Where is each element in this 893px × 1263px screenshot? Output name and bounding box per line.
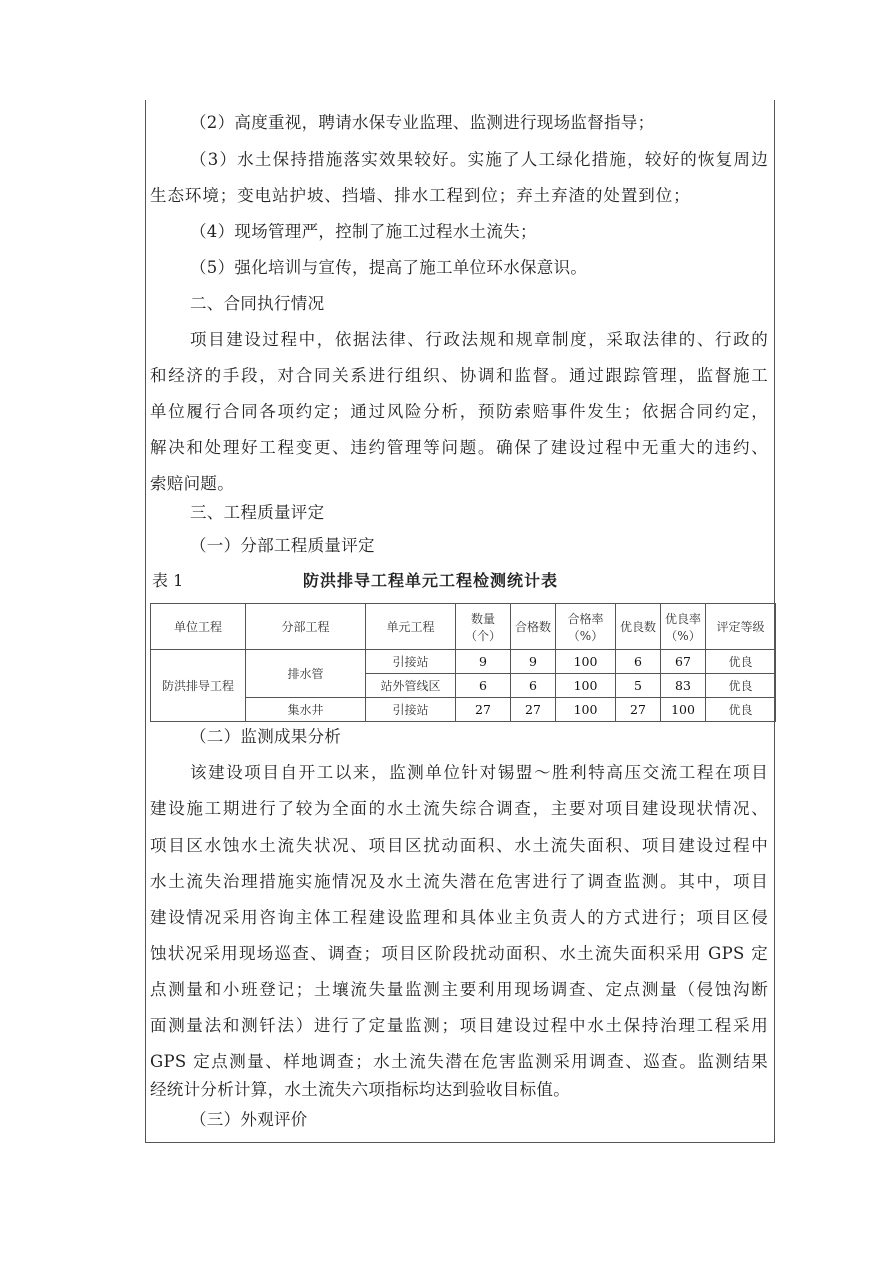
cell-qualified-rate: 100 (556, 698, 616, 722)
cell-excellent-rate: 83 (661, 674, 706, 698)
cell-element: 站外管线区 (366, 674, 456, 698)
cell-count: 9 (456, 650, 511, 674)
text-line: 水土流失治理措施实施情况及水土流失潜在危害进行了调查监测。其中，项目 (150, 872, 768, 891)
header-count: 数量 （个） (456, 604, 511, 650)
text-line: 经统计分析计算，水土流失六项指标均达到验收目标值。 (150, 1080, 570, 1099)
header-part-project: 分部工程 (246, 604, 366, 650)
cell-unit-project: 防洪排导工程 (151, 650, 246, 722)
cell-excellent: 5 (616, 674, 661, 698)
text-line: 该建设项目自开工以来，监测单位针对锡盟～胜利特高压交流工程在项目 (190, 763, 768, 782)
cell-grade: 优良 (706, 650, 776, 674)
cell-element: 引接站 (366, 650, 456, 674)
table-header-row (151, 604, 776, 650)
header-element-project: 单元工程 (366, 604, 456, 650)
cell-qualified: 6 (511, 674, 556, 698)
cell-qualified: 9 (511, 650, 556, 674)
text-line: 项目区水蚀水土流失状况、项目区扰动面积、水土流失面积、项目建设过程中 (150, 836, 768, 855)
text-line: 蚀状况采用现场巡查、调查；项目区阶段扰动面积、水土流失面积采用 GPS 定 (150, 944, 768, 963)
header-qualified: 合格数 (511, 604, 556, 650)
cell-count: 27 (456, 698, 511, 722)
table-row (151, 650, 776, 674)
text-line: 索赔问题。 (150, 474, 234, 493)
table-title: 防洪排导工程单元工程检测统计表 (303, 571, 559, 590)
header-grade: 评定等级 (706, 604, 776, 650)
table-number: 表 1 (152, 571, 184, 590)
text-line: （3）水土保持措施落实效果较好。实施了人工绿化措施，较好的恢复周边 (190, 150, 768, 169)
cell-excellent-rate: 67 (661, 650, 706, 674)
subsection-heading: （二）监测成果分析 (190, 727, 342, 746)
cell-grade: 优良 (706, 698, 776, 722)
cell-qualified-rate: 100 (556, 674, 616, 698)
text-line: （2）高度重视，聘请水保专业监理、监测进行现场监督指导； (190, 113, 655, 132)
header-excellent: 优良数 (616, 604, 661, 650)
text-line: 解决和处理好工程变更、违约管理等问题。确保了建设过程中无重大的违约、 (150, 438, 768, 457)
text-line: 生态环境；变电站护坡、挡墙、排水工程到位；弃土弃渣的处置到位； (150, 186, 690, 205)
inspection-stats-table (150, 603, 776, 722)
text-line: 单位履行合同各项约定；通过风险分析，预防索赔事件发生；依据合同约定， (150, 402, 768, 421)
text-line: 和经济的手段，对合同关系进行组织、协调和监督。通过跟踪管理，监督施工 (150, 366, 768, 385)
text-line: 建设施工期进行了较为全面的水土流失综合调查，主要对项目建设现状情况、 (150, 799, 768, 818)
cell-excellent-rate: 100 (661, 698, 706, 722)
text-line: GPS 定点测量、样地调查；水土流失潜在危害监测采用调查、巡查。监测结果 (150, 1052, 768, 1071)
section-heading: 三、工程质量评定 (190, 503, 325, 522)
header-unit-project: 单位工程 (151, 604, 246, 650)
text-line: 点测量和小班登记；土壤流失量监测主要利用现场调查、定点测量（侵蚀沟断 (150, 980, 768, 999)
text-line: 面测量法和测钎法）进行了定量监测；项目建设过程中水土保持治理工程采用 (150, 1016, 768, 1035)
header-excellent-rate: 优良率 （%） (661, 604, 706, 650)
text-line: （4）现场管理严，控制了施工过程水土流失； (190, 222, 537, 241)
text-line: 建设情况采用咨询主体工程建设监理和具体业主负责人的方式进行；项目区侵 (150, 908, 768, 927)
text-line: （5）强化培训与宣传，提高了施工单位环水保意识。 (190, 258, 588, 277)
subsection-heading: （一）分部工程质量评定 (190, 536, 375, 555)
cell-part: 排水管 (246, 650, 366, 698)
cell-grade: 优良 (706, 674, 776, 698)
header-qualified-rate: 合格率 （%） (556, 604, 616, 650)
cell-qualified-rate: 100 (556, 650, 616, 674)
cell-excellent: 6 (616, 650, 661, 674)
section-heading: 二、合同执行情况 (190, 294, 325, 313)
cell-element: 引接站 (366, 698, 456, 722)
text-line: 项目建设过程中，依据法律、行政法规和规章制度，采取法律的、行政的 (190, 330, 768, 349)
subsection-heading: （三）外观评价 (190, 1110, 308, 1129)
cell-qualified: 27 (511, 698, 556, 722)
cell-part: 集水井 (246, 698, 366, 722)
cell-count: 6 (456, 674, 511, 698)
cell-excellent: 27 (616, 698, 661, 722)
